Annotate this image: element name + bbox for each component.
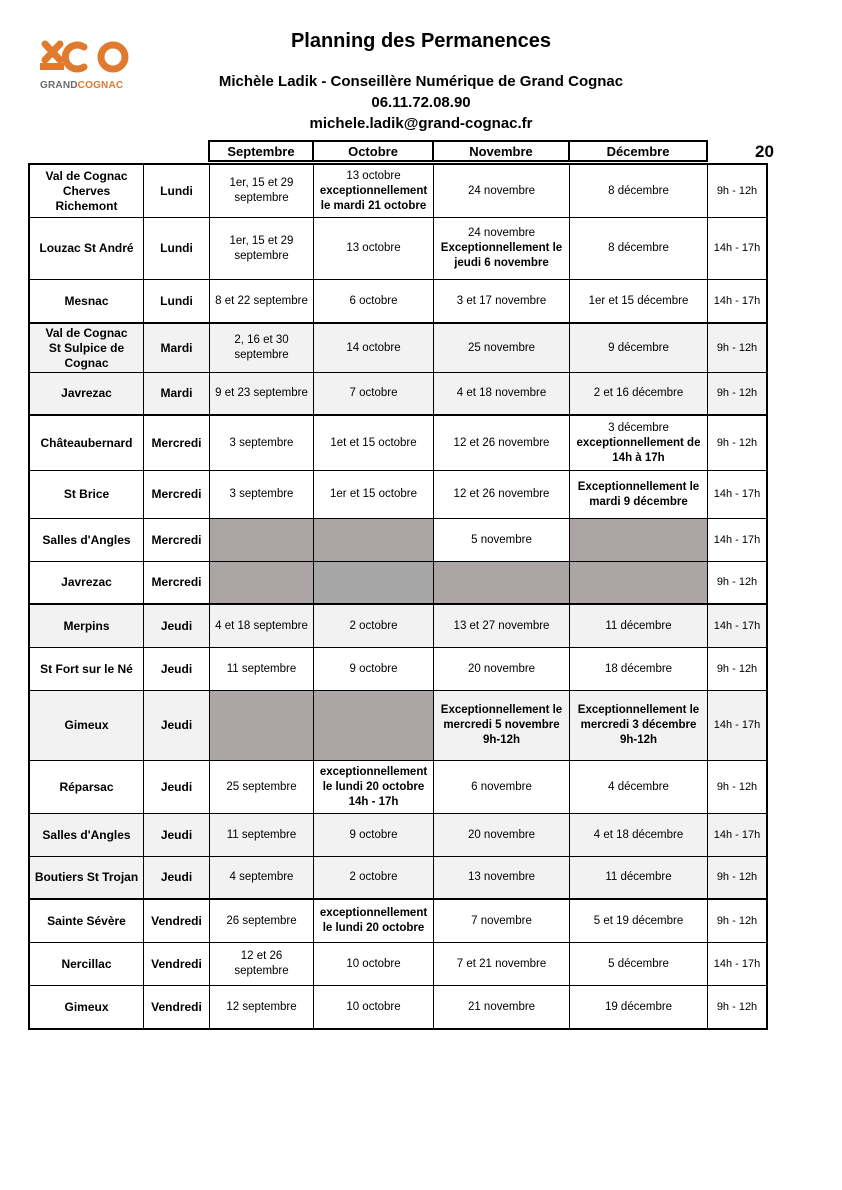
table-row	[30, 416, 766, 471]
weekday: Mardi	[144, 324, 210, 372]
commune-name: Val de Cognac St Sulpice de Cognac	[30, 324, 144, 372]
commune-name: Louzac St André	[30, 218, 144, 279]
table-row	[30, 519, 766, 562]
table-row	[30, 943, 766, 986]
weekday: Jeudi	[144, 605, 210, 647]
commune-name: Merpins	[30, 605, 144, 647]
table-row	[30, 280, 766, 324]
december-dates: 19 décembre	[570, 986, 708, 1028]
opening-hours: 9h - 12h	[716, 184, 758, 197]
month-header-december: Décembre	[568, 140, 708, 162]
november-dates: 5 novembre	[434, 519, 570, 561]
commune-name: Salles d'Angles	[30, 519, 144, 561]
september-dates: 8 et 22 septembre	[210, 280, 314, 322]
logo-word-right: COGNAC	[77, 80, 124, 91]
date-text: 24 novembre	[467, 227, 536, 239]
weekday: Jeudi	[144, 648, 210, 690]
advisor-phone: 06.11.72.08.90	[371, 94, 471, 111]
october-dates: 2 octobre	[314, 857, 434, 898]
table-row	[30, 218, 766, 280]
december-dates: 11 décembre	[570, 605, 708, 647]
closed-cell	[570, 562, 708, 603]
weekday: Jeudi	[144, 691, 210, 760]
december-dates: 8 décembre	[570, 218, 708, 279]
november-dates: 4 et 18 novembre	[434, 373, 570, 414]
november-dates: 20 novembre	[434, 814, 570, 856]
december-dates: 5 décembre	[570, 943, 708, 985]
october-dates: 1er et 15 octobre	[314, 471, 434, 518]
commune-name: Nercillac	[30, 943, 144, 985]
october-dates: 9 octobre	[314, 814, 434, 856]
closed-cell	[314, 562, 434, 603]
closed-cell	[314, 691, 434, 760]
closed-cell	[314, 519, 434, 561]
exception-note: exceptionnellement le mardi 21 octobre	[319, 184, 428, 212]
weekday: Jeudi	[144, 814, 210, 856]
closed-cell	[210, 562, 314, 603]
month-header-september: Septembre	[208, 140, 314, 162]
september-dates: 11 septembre	[210, 814, 314, 856]
october-dates: 9 octobre	[314, 648, 434, 690]
commune-name: Salles d'Angles	[30, 814, 144, 856]
december-dates: 8 décembre	[570, 165, 708, 217]
september-dates: 2, 16 et 30 septembre	[210, 324, 314, 372]
september-dates: 4 et 18 septembre	[210, 605, 314, 647]
october-dates: 10 octobre	[314, 943, 434, 985]
october-dates	[314, 165, 434, 217]
table-row	[30, 373, 766, 416]
closed-cell	[210, 519, 314, 561]
opening-hours: 9h - 12h	[716, 576, 758, 588]
december-dates: 11 décembre	[570, 857, 708, 898]
september-dates: 26 septembre	[210, 900, 314, 942]
logo-word-left: GRAND	[40, 80, 78, 91]
table-row	[30, 605, 766, 648]
opening-hours: 9h - 12h	[716, 1000, 758, 1013]
november-dates: 3 et 17 novembre	[434, 280, 570, 322]
september-dates: 12 et 26 septembre	[210, 943, 314, 985]
opening-hours: 14h - 17h	[708, 605, 766, 647]
december-dates	[570, 416, 708, 470]
november-dates: Exceptionnellement le mercredi 5 novembre 9h-12h	[434, 691, 570, 760]
october-dates: 14 octobre	[314, 324, 434, 372]
weekday: Mardi	[144, 373, 210, 414]
date-text: 3 décembre	[608, 421, 669, 434]
november-dates: 24 novembre	[434, 165, 570, 217]
closed-cell	[434, 562, 570, 603]
november-dates: 12 et 26 novembre	[434, 416, 570, 470]
november-dates: 21 novembre	[434, 986, 570, 1028]
table-row	[30, 986, 766, 1028]
november-dates	[434, 218, 570, 279]
schedule-table	[28, 163, 768, 1030]
weekday: Vendredi	[144, 986, 210, 1028]
weekday: Lundi	[144, 165, 210, 217]
october-dates: 7 octobre	[314, 373, 434, 414]
october-dates: 10 octobre	[314, 986, 434, 1028]
opening-hours: 14h - 17h	[713, 957, 761, 970]
weekday: Mercredi	[144, 519, 210, 561]
month-header-october: Octobre	[312, 140, 434, 162]
opening-hours: 9h - 12h	[716, 436, 758, 449]
opening-hours: 14h - 17h	[708, 691, 766, 760]
november-dates: 13 novembre	[434, 857, 570, 898]
weekday: Lundi	[144, 218, 210, 279]
opening-hours: 14h - 17h	[713, 242, 761, 254]
november-dates: 7 novembre	[434, 900, 570, 942]
september-dates: 3 septembre	[210, 416, 314, 470]
exception-note: exceptionnellement de 14h à 17h	[576, 436, 701, 464]
september-dates: 11 septembre	[210, 648, 314, 690]
november-dates: 6 novembre	[434, 761, 570, 813]
september-dates: 25 septembre	[210, 761, 314, 813]
weekday: Mercredi	[144, 471, 210, 518]
november-dates: 13 et 27 novembre	[434, 605, 570, 647]
table-row	[30, 691, 766, 761]
commune-name: Javrezac	[30, 373, 144, 414]
november-dates: 25 novembre	[434, 324, 570, 372]
december-dates: 2 et 16 décembre	[570, 373, 708, 414]
december-dates: 18 décembre	[570, 648, 708, 690]
november-dates: 7 et 21 novembre	[434, 943, 570, 985]
opening-hours: 9h - 12h	[716, 914, 758, 927]
september-dates: 3 septembre	[210, 471, 314, 518]
weekday: Mercredi	[144, 562, 210, 603]
month-header-november: Novembre	[432, 140, 570, 162]
commune-name: Gimeux	[30, 986, 144, 1028]
table-row	[30, 324, 766, 373]
commune-name: Val de Cognac Cherves Richemont	[30, 165, 144, 217]
commune-name: Boutiers St Trojan	[30, 857, 144, 898]
commune-name: Sainte Sévère	[30, 900, 144, 942]
december-dates: 4 et 18 décembre	[570, 814, 708, 856]
weekday: Jeudi	[144, 761, 210, 813]
commune-name: St Fort sur le Né	[30, 648, 144, 690]
december-dates: 9 décembre	[570, 324, 708, 372]
weekday: Vendredi	[144, 943, 210, 985]
opening-hours: 9h - 12h	[716, 780, 758, 793]
opening-hours: 9h - 12h	[708, 857, 766, 898]
opening-hours: 9h - 12h	[708, 373, 766, 414]
november-dates: 12 et 26 novembre	[434, 471, 570, 518]
table-row	[30, 471, 766, 519]
november-dates: 20 novembre	[434, 648, 570, 690]
september-dates: 4 septembre	[210, 857, 314, 898]
weekday: Lundi	[144, 280, 210, 322]
exception-note: Exceptionnellement le jeudi 6 novembre	[440, 242, 563, 269]
september-dates: 9 et 23 septembre	[210, 373, 314, 414]
december-dates: Exceptionnellement le mardi 9 décembre	[570, 471, 708, 518]
closed-cell	[210, 691, 314, 760]
table-row	[30, 165, 766, 218]
opening-hours: 9h - 12h	[716, 662, 758, 675]
october-dates: 13 octobre	[314, 218, 434, 279]
advisor-email[interactable]: michele.ladik@grand-cognac.fr	[309, 115, 533, 132]
commune-name: Mesnac	[30, 280, 144, 322]
date-text: 13 octobre	[346, 169, 401, 182]
october-dates: 6 octobre	[314, 280, 434, 322]
october-dates: exceptionnellement le lundi 20 octobre	[314, 900, 434, 942]
commune-name: Châteaubernard	[30, 416, 144, 470]
september-dates: 1er, 15 et 29 septembre	[210, 218, 314, 279]
opening-hours: 14h - 17h	[713, 533, 761, 546]
advisor-name: Michèle Ladik - Conseillère Numérique de Grand Cognac	[218, 73, 624, 90]
table-row	[30, 857, 766, 900]
september-dates: 12 septembre	[210, 986, 314, 1028]
october-dates: 2 octobre	[314, 605, 434, 647]
october-dates: exceptionnellement le lundi 20 octobre 14h - 17h	[314, 761, 434, 813]
weekday: Vendredi	[144, 900, 210, 942]
december-dates: 4 décembre	[570, 761, 708, 813]
december-dates: 1er et 15 décembre	[570, 280, 708, 322]
commune-name: Réparsac	[30, 761, 144, 813]
september-dates: 1er, 15 et 29 septembre	[210, 165, 314, 217]
december-dates: Exceptionnellement le mercredi 3 décembre 9h-12h	[570, 691, 708, 760]
opening-hours: 14h - 17h	[713, 488, 761, 500]
table-row	[30, 648, 766, 691]
commune-name: St Brice	[30, 471, 144, 518]
weekday: Jeudi	[144, 857, 210, 898]
table-row	[30, 814, 766, 857]
table-row	[30, 562, 766, 605]
opening-hours: 14h - 17h	[713, 294, 761, 307]
year-fragment: 20	[755, 142, 774, 161]
opening-hours: 14h - 17h	[708, 814, 766, 856]
table-row	[30, 761, 766, 814]
opening-hours: 9h - 12h	[708, 324, 766, 372]
table-row	[30, 900, 766, 943]
closed-cell	[570, 519, 708, 561]
commune-name: Javrezac	[30, 562, 144, 603]
december-dates: 5 et 19 décembre	[570, 900, 708, 942]
weekday: Mercredi	[144, 416, 210, 470]
october-dates: 1et et 15 octobre	[314, 416, 434, 470]
commune-name: Gimeux	[30, 691, 144, 760]
page-title: Planning des Permanences	[290, 30, 552, 52]
